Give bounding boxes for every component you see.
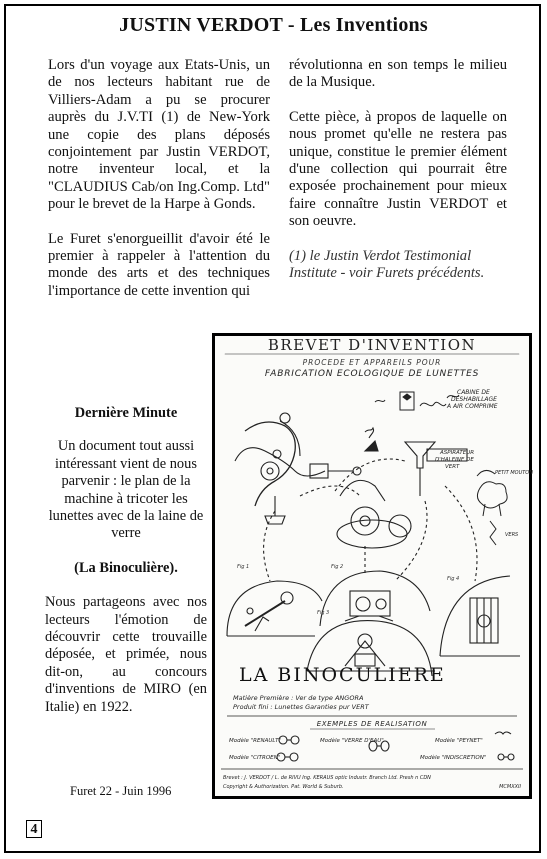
sidebar-intro: Un document tout aussi intéressant vient de nous parvenir : le plan de la machine à tricoter les lunettes avec de la laine de verre	[48, 438, 204, 542]
late-news-sidebar	[45, 405, 207, 733]
model-example: Modèle "RENAULT"	[229, 738, 281, 744]
article-paragraph: Lors d'un voyage aux Etats-Unis, un de nos lecteurs habitant rue de Villiers-Adam a pu se procurer auprès du J.V.TI (1) de New-York une copie des plans déposés conjointement par Justin VERDOT, notre inventeur local, et la "CLAUDIUS Cab/on Ing.Comp. Ltd" pour le brevet de la Harpe à Gonds.	[48, 57, 270, 213]
model-example: Modèle "PEYNET"	[435, 738, 483, 744]
examples-heading: EXEMPLES DE REALISATION	[316, 720, 428, 728]
plan-subtitle: FABRICATION ECOLOGIQUE DE LUNETTES	[264, 369, 480, 379]
aspirator-label: ASPIRATEUR	[440, 450, 475, 456]
cabin-label: DESHABILLAGE	[451, 396, 497, 403]
patent-credits: Copyright & Authorization. Pat. World & Suburb.	[223, 784, 344, 790]
model-example: Modèle "INDISCRETION"	[420, 755, 487, 761]
sidebar-heading: Dernière Minute	[74, 405, 178, 421]
patent-credits: Brevet : J. VERDOT / L. de RIVU Ing. KERAUS optic Industr. Branch Ltd. Presh n CDN	[223, 775, 431, 781]
article-right-column	[289, 57, 507, 299]
page-number: 4	[26, 820, 42, 838]
machine-name: LA BINOCULIERE	[239, 664, 446, 686]
footnote: (1) le Justin Verdot Testimonial Institute - voir Furets précédents.	[289, 247, 485, 282]
aspirator-label: VERT	[445, 464, 460, 470]
finished-product-note: Produit fini : Lunettes Garanties pur VERT	[233, 703, 369, 711]
sidebar-subtitle: (La Binoculière).	[74, 559, 178, 576]
patent-drawing	[212, 333, 532, 799]
article-paragraph: Le Furet s'enorgueillit d'avoir été le premier à rappeler à l'attention du monde des arts et des techniques l'importance de cette invention qui	[48, 230, 270, 299]
article-paragraph: Cette pièce, à propos de laquelle on nous promet qu'elle ne restera pas unique, constitue le premier élément d'une collection qui pourrait être exposée prochainement pour mieux faire connaître Justin VERDOT et son oeuvre.	[289, 108, 507, 230]
plan-subtitle: PROCEDE ET APPAREILS POUR	[302, 358, 442, 367]
sheep-label: PETIT MOUTON	[495, 470, 533, 476]
fig-label: Fig 2	[331, 564, 344, 570]
cabin-label: A AIR COMPRIME	[447, 403, 498, 410]
fig-label: Fig 4	[447, 576, 460, 582]
model-example: Modèle "VERRE D'EAU"	[320, 738, 384, 744]
page-title: JUSTIN VERDOT - Les Inventions	[119, 14, 428, 36]
patent-drawing-svg	[215, 336, 533, 796]
issue-footer: Furet 22 - Juin 1996	[70, 784, 172, 798]
aspirator-label: D'HALEINE DE	[435, 457, 474, 463]
article-left-column	[48, 57, 270, 317]
cabin-label: CABINE DE	[457, 389, 490, 396]
article-paragraph: révolutionna en son temps le milieu de la Musique.	[289, 57, 507, 91]
fig-label: Fig 1	[237, 564, 250, 570]
raw-material-note: Matière Première : Ver de type ANGORA	[233, 694, 364, 702]
fig-label: Fig 3	[317, 610, 330, 616]
sidebar-body: Nous partageons avec nos lecteurs l'émotion de découvrir cette trouvaille déposée, et primée, nous dit-on, au concours d'inventions de MIRO (en Italie) en 1922.	[45, 594, 207, 715]
patent-credits: MCMXXII	[499, 784, 521, 790]
model-example: Modèle "CITROEN"	[229, 755, 281, 761]
plan-title: BREVET D'INVENTION	[267, 336, 477, 354]
sheep-label: VERS	[505, 532, 519, 538]
